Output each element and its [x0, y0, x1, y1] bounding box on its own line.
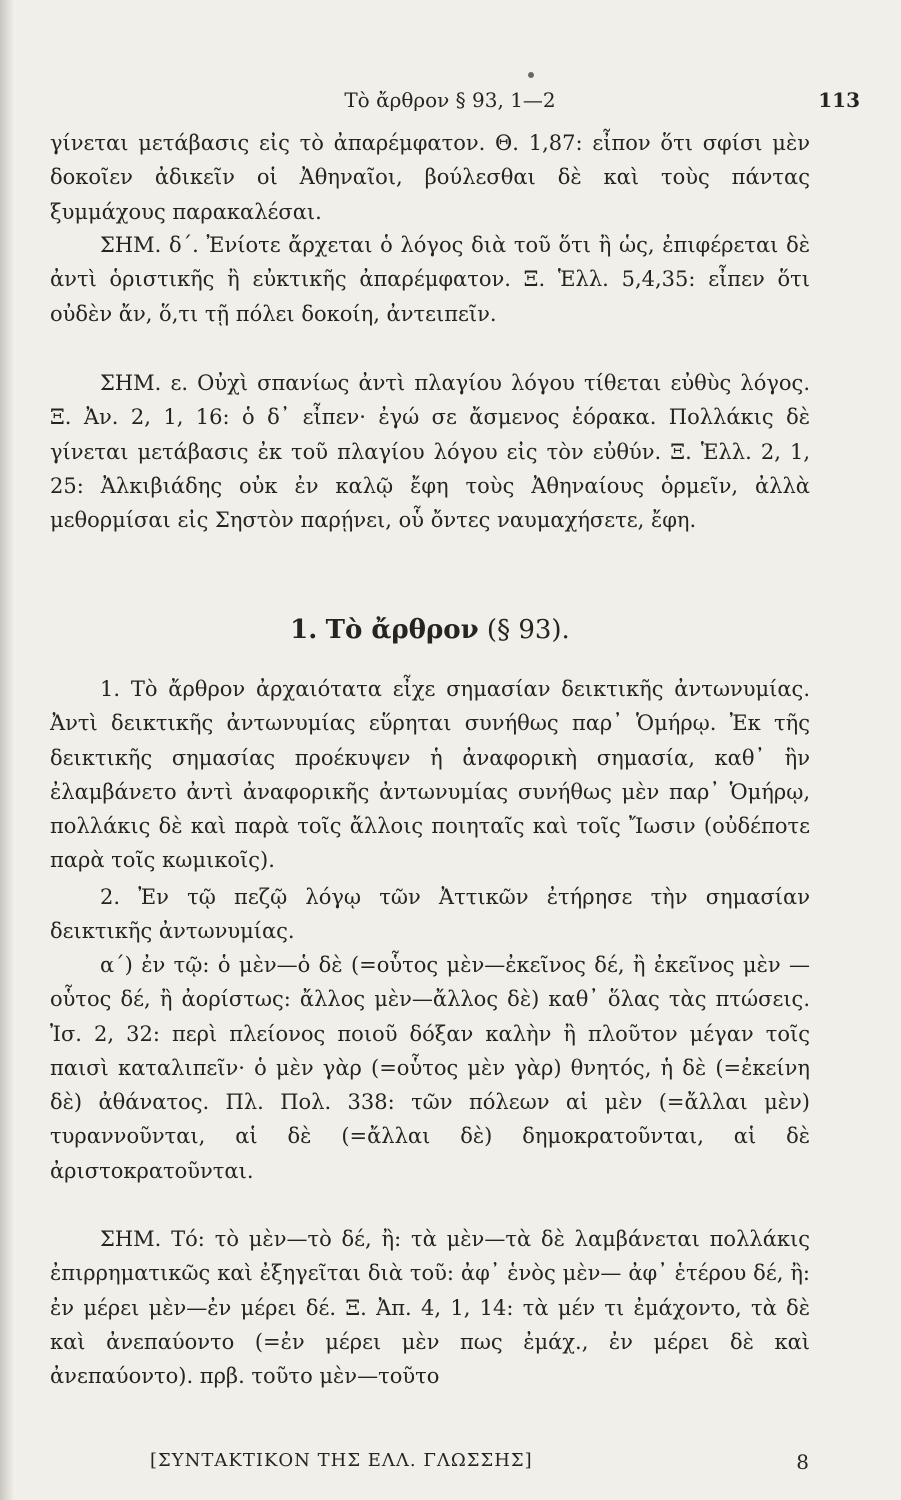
- signature-mark: 8: [796, 1450, 810, 1474]
- paragraph-point-1: 1. Τὸ ἄρθρον ἀρχαιότατα εἶχε σημασίαν δεικτικῆς ἀντωνυμίας. Ἀντὶ δεικτικῆς ἀντωνυμίας εὕρηται συνήθως παρ᾽ Ὁμήρῳ. Ἐκ τῆς δεικτικῆς σημασίας προέκυψεν ἡ ἀναφορικὴ σημασία, καθ᾽ ἣν ἐλαμβάνετο ἀντὶ ἀναφορικῆς ἀντωνυμίας συνήθως μὲν παρ᾽ Ὁμήρῳ, πολλάκις δὲ καὶ παρὰ τοῖς ἄλλοις ποιηταῖς καὶ τοῖς Ἴωσιν (οὐδέποτε παρὰ τοῖς κωμικοῖς).: [50, 677, 810, 873]
- paragraph-note-d: ΣΗΜ. δ΄. Ἐνίοτε ἄρχεται ὁ λόγος διὰ τοῦ ὅτι ἢ ὡς, ἐπιφέρεται δὲ ἀντὶ ὁριστικῆς ἢ εὐκτικῆς ἀπαρέμφατον. Ξ. Ἑλλ. 5,4,35: εἶπεν ὅτι οὐδὲν ἄν, ὅ,τι τῇ πόλει δοκοίη, ἀντειπεῖν.: [50, 233, 810, 326]
- section-heading: [50, 612, 810, 648]
- page-edge-shadow: [0, 0, 14, 1500]
- book-title: [ΣΥΝΤΑΚΤΙΚΟΝ ΤΗΣ ΕΛΛ. ΓΛΩΣΣΗΣ]: [150, 1450, 533, 1471]
- paragraph-point-2: 2. Ἐν τῷ πεζῷ λόγῳ τῶν Ἀττικῶν ἐτήρησε τὴν σημασίαν δεικτικῆς ἀντωνυμίας.: [50, 885, 810, 944]
- paragraph-note: ΣΗΜ. Τό: τὸ μὲν—τὸ δέ, ἢ: τὰ μὲν—τὰ δὲ λαμβάνεται πολλάκις ἐπιρρηματικῶς καὶ ἐξηγεῖται διὰ τοῦ: ἀφ᾽ ἑνὸς μὲν— ἀφ᾽ ἑτέρου δέ, ἢ: ἐν μέρει μὲν—ἐν μέρει δέ. Ξ. Ἀπ. 4, 1, 14: τὰ μέν τι ἐμάχοντο, τὰ δὲ καὶ ἀνεπαύοντο (=ἐν μέρει μὲν πως ἐμάχ., ἐν μέρει δὲ καὶ ἀνεπαύοντο). πρβ. τοῦτο μὲν—τοῦτο: [50, 1227, 810, 1389]
- section-number: 1.: [290, 615, 318, 645]
- section-title: Τὸ ἄρθρον: [325, 615, 479, 645]
- page-footer: [150, 1450, 810, 1480]
- page-number: 113: [818, 88, 860, 112]
- ink-speck: [528, 72, 534, 78]
- paragraph-note-e: ΣΗΜ. ε. Οὐχὶ σπανίως ἀντὶ πλαγίου λόγου τίθεται εὐθὺς λόγος. Ξ. Ἀν. 2, 1, 16: ὁ δ᾽ εἶπεν· ἐγώ σε ἄσμενος ἑόρακα. Πολλάκις δὲ γίνεται μετάβασις ἐκ τοῦ πλαγίου λόγου εἰς τὸν εὐθύν. Ξ. Ἑλλ. 2, 1, 25: Ἀλκιβιάδης οὐκ ἐν καλῷ ἔφη τοὺς Ἀθηναίους ὁρμεῖν, ἀλλὰ μεθορμίσαι εἰς Σηστὸν παρῄνει, οὗ ὄντες ναυμαχήσετε, ἔφη.: [50, 371, 810, 533]
- section-ref: (§ 93).: [486, 615, 570, 645]
- running-head: Τὸ ἄρθρον § 93, 1—2: [344, 88, 556, 112]
- paragraph-1: γίνεται μετάβασις εἰς τὸ ἀπαρέμφατον. Θ. 1,87: εἶπον ὅτι σφίσι μὲν δοκοῖεν ἀδικεῖν οἱ Ἀθηναῖοι, βούλεσθαι δὲ καὶ τοὺς πάντας ξυμμάχους παρακαλέσαι.: [50, 131, 810, 224]
- page-header: [60, 88, 860, 118]
- paragraph-point-a: α΄) ἐν τῷ: ὁ μὲν—ὁ δὲ (=οὗτος μὲν—ἐκεῖνος δέ, ἢ ἐκεῖνος μὲν —οὗτος δέ, ἢ ἀορίστως: ἄλλος μὲν—ἄλλος δὲ) καθ᾽ ὅλας τὰς πτώσεις. Ἰσ. 2, 32: περὶ πλείονος ποιοῦ δόξαν καλὴν ἢ πλοῦτον μέγαν τοῖς παισὶ καταλιπεῖν· ὁ μὲν γὰρ (=οὗτος μὲν γὰρ) θνητός, ἡ δὲ (=ἐκείνη δὲ) ἀθάνατος. Πλ. Πολ. 338: τῶν πόλεων αἱ μὲν (=ἄλλαι μὲν) τυραννοῦνται, αἱ δὲ (=ἄλλαι δὲ) δημοκρατοῦνται, αἱ δὲ ἀριστοκρατοῦνται.: [50, 953, 810, 1183]
